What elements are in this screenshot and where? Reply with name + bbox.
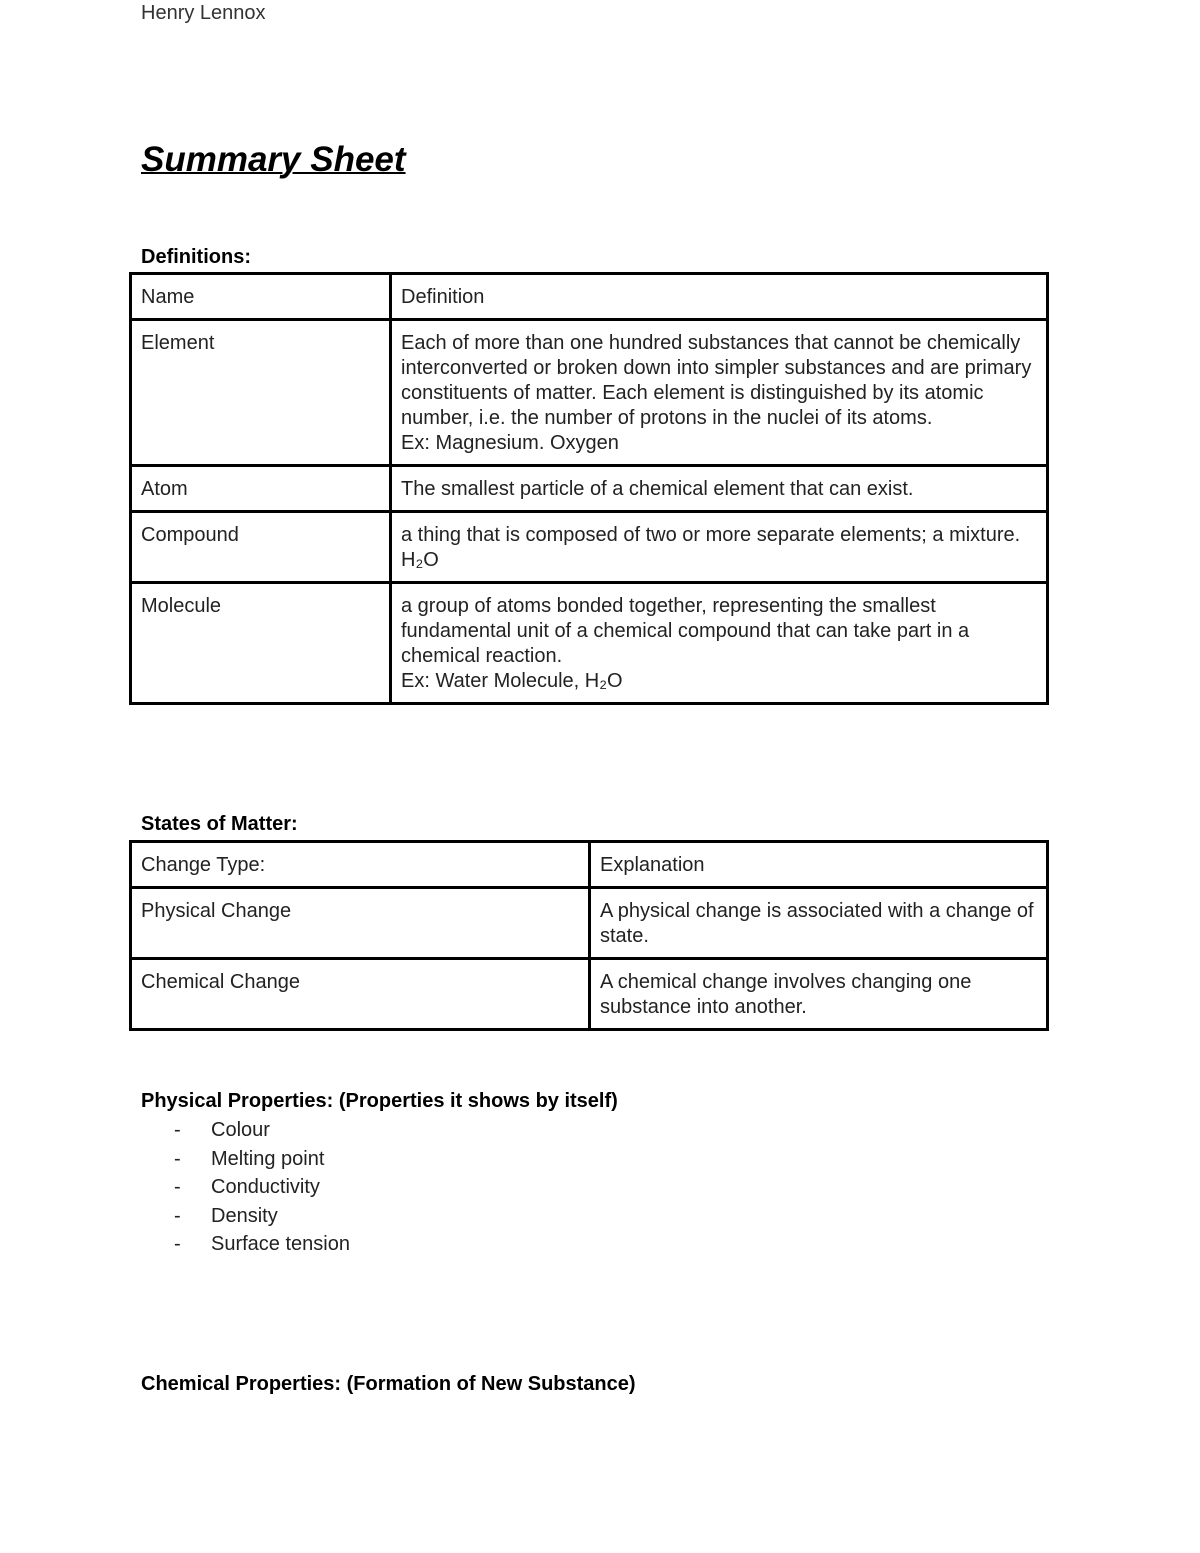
bullet-dash: - bbox=[174, 1119, 181, 1141]
table-row bbox=[131, 466, 1048, 512]
table-header-row bbox=[131, 274, 1048, 320]
list-item-text: Surface tension bbox=[211, 1233, 350, 1256]
table-row bbox=[131, 320, 1048, 466]
change-explanation: A physical change is associated with a change of state. bbox=[590, 888, 1048, 959]
page-title: Summary Sheet bbox=[141, 140, 406, 179]
list-item bbox=[174, 1230, 350, 1259]
change-explanation: A chemical change involves changing one substance into another. bbox=[590, 959, 1048, 1030]
term-definition bbox=[391, 512, 1048, 583]
term-name: Atom bbox=[131, 466, 391, 512]
bullet-dash: - bbox=[174, 1147, 181, 1170]
list-item-text: Melting point bbox=[211, 1147, 325, 1170]
list-item-text: Density bbox=[211, 1204, 278, 1227]
column-header-definition: Definition bbox=[391, 274, 1048, 320]
physical-properties-list bbox=[174, 1116, 350, 1259]
list-item bbox=[174, 1173, 350, 1202]
definition-text: Each of more than one hundred substances that cannot be chemically interconverted or broken down into simpler substances and are primary constituents of matter. Each element is distinguished by its atomic number, i.e. the number of protons in the nuclei of its atoms. bbox=[401, 332, 1032, 429]
column-header-explanation: Explanation bbox=[590, 842, 1048, 888]
list-item-text: Colour bbox=[211, 1119, 270, 1141]
table-row bbox=[131, 512, 1048, 583]
definition-text: a group of atoms bonded together, representing the smallest fundamental unit of a chemical compound that can take part in a chemical reaction. bbox=[401, 595, 970, 667]
change-type: Chemical Change bbox=[131, 959, 590, 1030]
term-name: Element bbox=[131, 320, 391, 466]
physical-properties-heading: Physical Properties: (Properties it shows by itself) bbox=[141, 1090, 618, 1112]
list-item bbox=[174, 1116, 350, 1145]
list-item-text: Conductivity bbox=[211, 1176, 320, 1199]
definition-example: Ex: Magnesium. Oxygen bbox=[401, 432, 619, 454]
states-table bbox=[129, 840, 1049, 1031]
bullet-dash: - bbox=[174, 1233, 181, 1256]
definition-text: a thing that is composed of two or more separate elements; a mixture. bbox=[401, 524, 1021, 546]
list-item bbox=[174, 1145, 350, 1174]
bullet-dash: - bbox=[174, 1204, 181, 1227]
author-name: Henry Lennox bbox=[141, 2, 266, 24]
chemical-properties-heading: Chemical Properties: (Formation of New Substance) bbox=[141, 1373, 636, 1395]
definitions-heading: Definitions: bbox=[141, 246, 251, 268]
table-header-row bbox=[131, 842, 1048, 888]
states-heading: States of Matter: bbox=[141, 813, 298, 835]
list-item bbox=[174, 1202, 350, 1231]
term-definition bbox=[391, 583, 1048, 704]
term-definition bbox=[391, 320, 1048, 466]
definition-text: The smallest particle of a chemical element that can exist. bbox=[401, 478, 914, 500]
bullet-dash: - bbox=[174, 1176, 181, 1199]
column-header-change-type: Change Type: bbox=[131, 842, 590, 888]
definition-example: Ex: Water Molecule, H₂O bbox=[401, 670, 623, 692]
term-name: Compound bbox=[131, 512, 391, 583]
table-row bbox=[131, 583, 1048, 704]
column-header-name: Name bbox=[131, 274, 391, 320]
term-definition bbox=[391, 466, 1048, 512]
definition-example: H₂O bbox=[401, 549, 439, 571]
table-row bbox=[131, 888, 1048, 959]
change-type: Physical Change bbox=[131, 888, 590, 959]
table-row bbox=[131, 959, 1048, 1030]
definitions-table bbox=[129, 272, 1049, 705]
term-name: Molecule bbox=[131, 583, 391, 704]
